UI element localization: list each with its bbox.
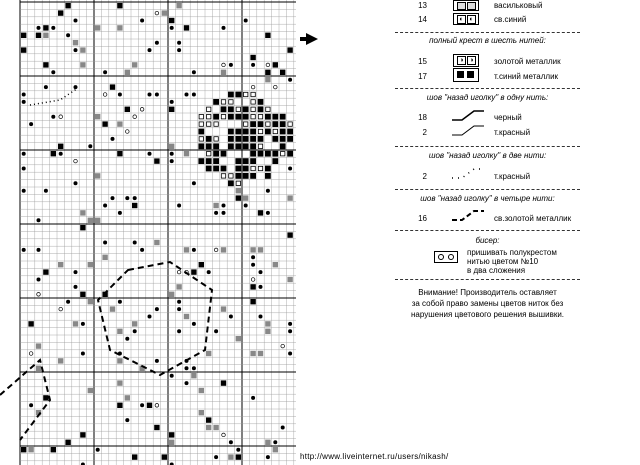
notice-line-3: нарушения цветового решения вышивки. xyxy=(410,310,565,319)
legend-num-15: 15 xyxy=(418,57,427,66)
divider xyxy=(395,230,580,231)
legend-num-2: 2 xyxy=(422,128,427,137)
legend-label-2: т.красный xyxy=(494,128,531,137)
beads-line-1: пришивать полукрестом xyxy=(467,248,557,257)
divider xyxy=(395,32,580,33)
legend-num-14: 14 xyxy=(418,15,427,24)
notice-line-1: Внимание! Производитель оставляет xyxy=(418,288,557,297)
swatch-15: ◑ ◑ xyxy=(453,54,479,67)
legend-num-18: 18 xyxy=(418,113,427,122)
arrow-right-icon xyxy=(300,33,318,45)
divider xyxy=(395,279,580,280)
section-backstitch-two: шов "назад иголку" в две нити: xyxy=(428,151,547,160)
legend-label-2b: т.красный xyxy=(494,172,531,181)
swatch-14: ◐ ◐ xyxy=(453,13,479,25)
legend-num-2b: 2 xyxy=(422,172,427,181)
backstitch-dotted-icon xyxy=(450,166,486,180)
legend-num-17: 17 xyxy=(418,72,427,81)
notice-line-2: за собой право замены цветов ниток без xyxy=(411,299,564,308)
beads-line-2: нитью цветом №10 xyxy=(467,257,539,266)
legend-label-16: св.золотой металлик xyxy=(494,214,572,223)
legend-num-16: 16 xyxy=(418,214,427,223)
backstitch-dashed-icon xyxy=(450,208,486,222)
legend-label-14: св.синий xyxy=(494,15,527,24)
legend-label-17: т.синий металлик xyxy=(494,72,559,81)
divider xyxy=(395,189,580,190)
beads-line-3: в два сложения xyxy=(467,266,526,275)
swatch-17 xyxy=(453,68,479,82)
cross-stitch-chart xyxy=(0,0,300,465)
notice xyxy=(395,287,580,320)
backstitch-red-line-icon xyxy=(450,123,486,137)
divider xyxy=(395,88,580,89)
section-beads: бисер: xyxy=(475,236,500,245)
bead-icon xyxy=(434,251,458,263)
footer-url[interactable]: http://www.liveinternet.ru/users/nikash/ xyxy=(300,452,449,461)
legend-label-15: золотой металлик xyxy=(494,57,561,66)
legend-num-13: 13 xyxy=(418,1,427,10)
legend-label-13: васильковый xyxy=(494,1,543,10)
section-backstitch-four: шов "назад иголку" в четыре нити: xyxy=(420,194,555,203)
section-six-threads: полный крест в шесть нитей: xyxy=(429,36,546,45)
divider xyxy=(395,146,580,147)
section-backstitch-one: шов "назад иголку" в одну нить: xyxy=(426,93,549,102)
legend-label-18: черный xyxy=(494,113,522,122)
backstitch-black-line-icon xyxy=(450,108,486,122)
swatch-13 xyxy=(453,0,479,11)
